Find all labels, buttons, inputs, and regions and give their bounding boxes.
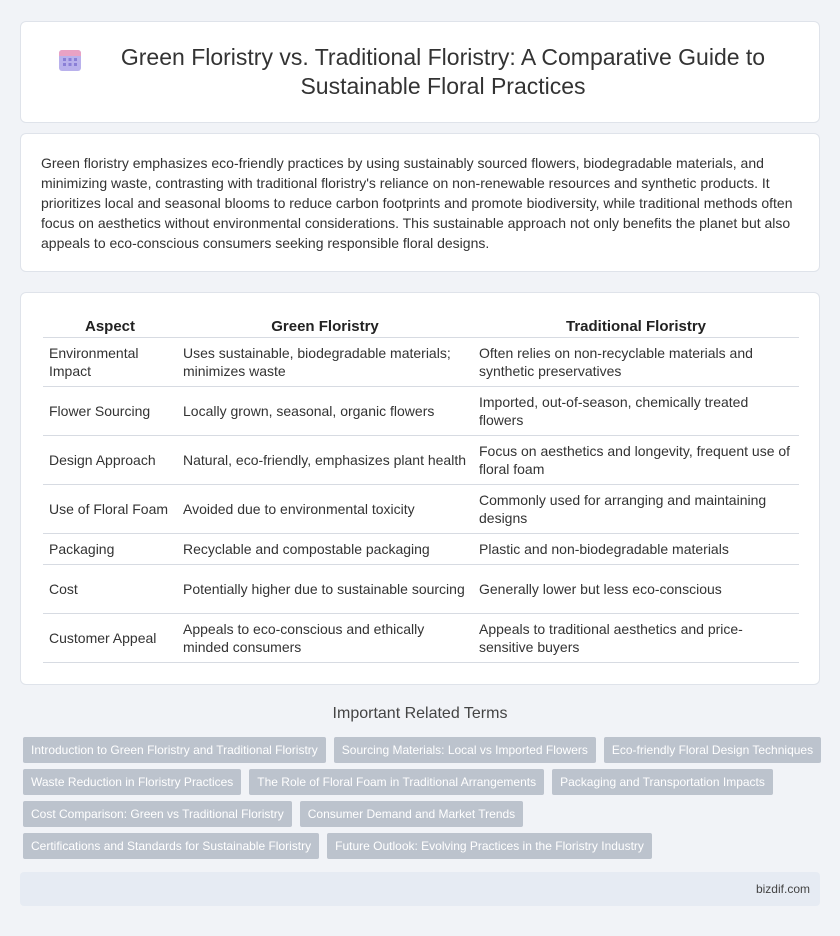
table-cell: Focus on aesthetics and longevity, frequent use of floral foam — [473, 436, 799, 485]
intro-paragraph: Green floristry emphasizes eco-friendly practices by using sustainably sourced flowers, biodegradable materials, and minimizing waste, contrasting with traditional floristry's reliance on non-renewable resources and synthetic products. It prioritizes local and seasonal blooms to reduce carbon footprints and promote biodiversity, while traditional methods often focus on aesthetics without environmental considerations. This sustainable approach not only benefits the planet but also appeals to eco-conscious consumers seeking responsible floral designs. — [41, 155, 793, 251]
page-title: Green Floristry vs. Traditional Floristry: A Comparative Guide to Sustainable Floral Practices — [120, 44, 766, 99]
table-cell: Design Approach — [43, 436, 177, 485]
footer-site-link[interactable]: bizdif.com — [755, 882, 810, 896]
related-tag[interactable]: The Role of Floral Foam in Traditional Arrangements — [249, 769, 544, 795]
table-cell: Potentially higher due to sustainable sourcing — [177, 565, 473, 614]
table-cell: Natural, eco-friendly, emphasizes plant health — [177, 436, 473, 485]
table-cell: Appeals to eco-conscious and ethically minded consumers — [177, 614, 473, 663]
related-tag[interactable]: Sourcing Materials: Local vs Imported Flowers — [334, 737, 596, 763]
related-tag[interactable]: Introduction to Green Floristry and Traditional Floristry — [23, 737, 326, 763]
table-row — [43, 485, 799, 534]
comparison-card — [20, 292, 820, 685]
calendar-icon — [57, 47, 83, 73]
related-terms-tags — [23, 737, 823, 865]
header-traditional: Traditional Floristry — [473, 315, 799, 338]
title-card — [20, 21, 820, 123]
footer — [20, 872, 820, 906]
header-green: Green Floristry — [177, 315, 473, 338]
table-cell: Customer Appeal — [43, 614, 177, 663]
related-tag[interactable]: Cost Comparison: Green vs Traditional Floristry — [23, 801, 292, 827]
table-cell: Appeals to traditional aesthetics and price-sensitive buyers — [473, 614, 799, 663]
related-tag[interactable]: Eco-friendly Floral Design Techniques — [604, 737, 821, 763]
table-cell: Plastic and non-biodegradable materials — [473, 534, 799, 565]
table-row — [43, 436, 799, 485]
table-cell: Use of Floral Foam — [43, 485, 177, 534]
related-terms-heading: Important Related Terms — [332, 705, 508, 722]
table-row — [43, 565, 799, 614]
table-cell: Uses sustainable, biodegradable materials; minimizes waste — [177, 338, 473, 387]
header-aspect: Aspect — [43, 315, 177, 338]
related-tag[interactable]: Packaging and Transportation Impacts — [552, 769, 773, 795]
related-tag[interactable]: Future Outlook: Evolving Practices in the Floristry Industry — [327, 833, 652, 859]
table-cell: Flower Sourcing — [43, 387, 177, 436]
table-cell: Avoided due to environmental toxicity — [177, 485, 473, 534]
related-tag[interactable]: Certifications and Standards for Sustainable Floristry — [23, 833, 319, 859]
table-row — [43, 614, 799, 663]
table-cell: Packaging — [43, 534, 177, 565]
table-header-row — [43, 315, 799, 338]
intro-card — [20, 133, 820, 272]
table-cell: Generally lower but less eco-conscious — [473, 565, 799, 614]
table-cell: Cost — [43, 565, 177, 614]
table-row — [43, 534, 799, 565]
table-cell: Imported, out-of-season, chemically treated flowers — [473, 387, 799, 436]
related-tag[interactable]: Consumer Demand and Market Trends — [300, 801, 523, 827]
table-cell: Commonly used for arranging and maintaining designs — [473, 485, 799, 534]
table-cell: Recyclable and compostable packaging — [177, 534, 473, 565]
table-row — [43, 338, 799, 387]
table-cell: Locally grown, seasonal, organic flowers — [177, 387, 473, 436]
table-cell: Environmental Impact — [43, 338, 177, 387]
comparison-table — [43, 315, 799, 663]
table-cell: Often relies on non-recyclable materials and synthetic preservatives — [473, 338, 799, 387]
table-row — [43, 387, 799, 436]
related-tag[interactable]: Waste Reduction in Floristry Practices — [23, 769, 241, 795]
